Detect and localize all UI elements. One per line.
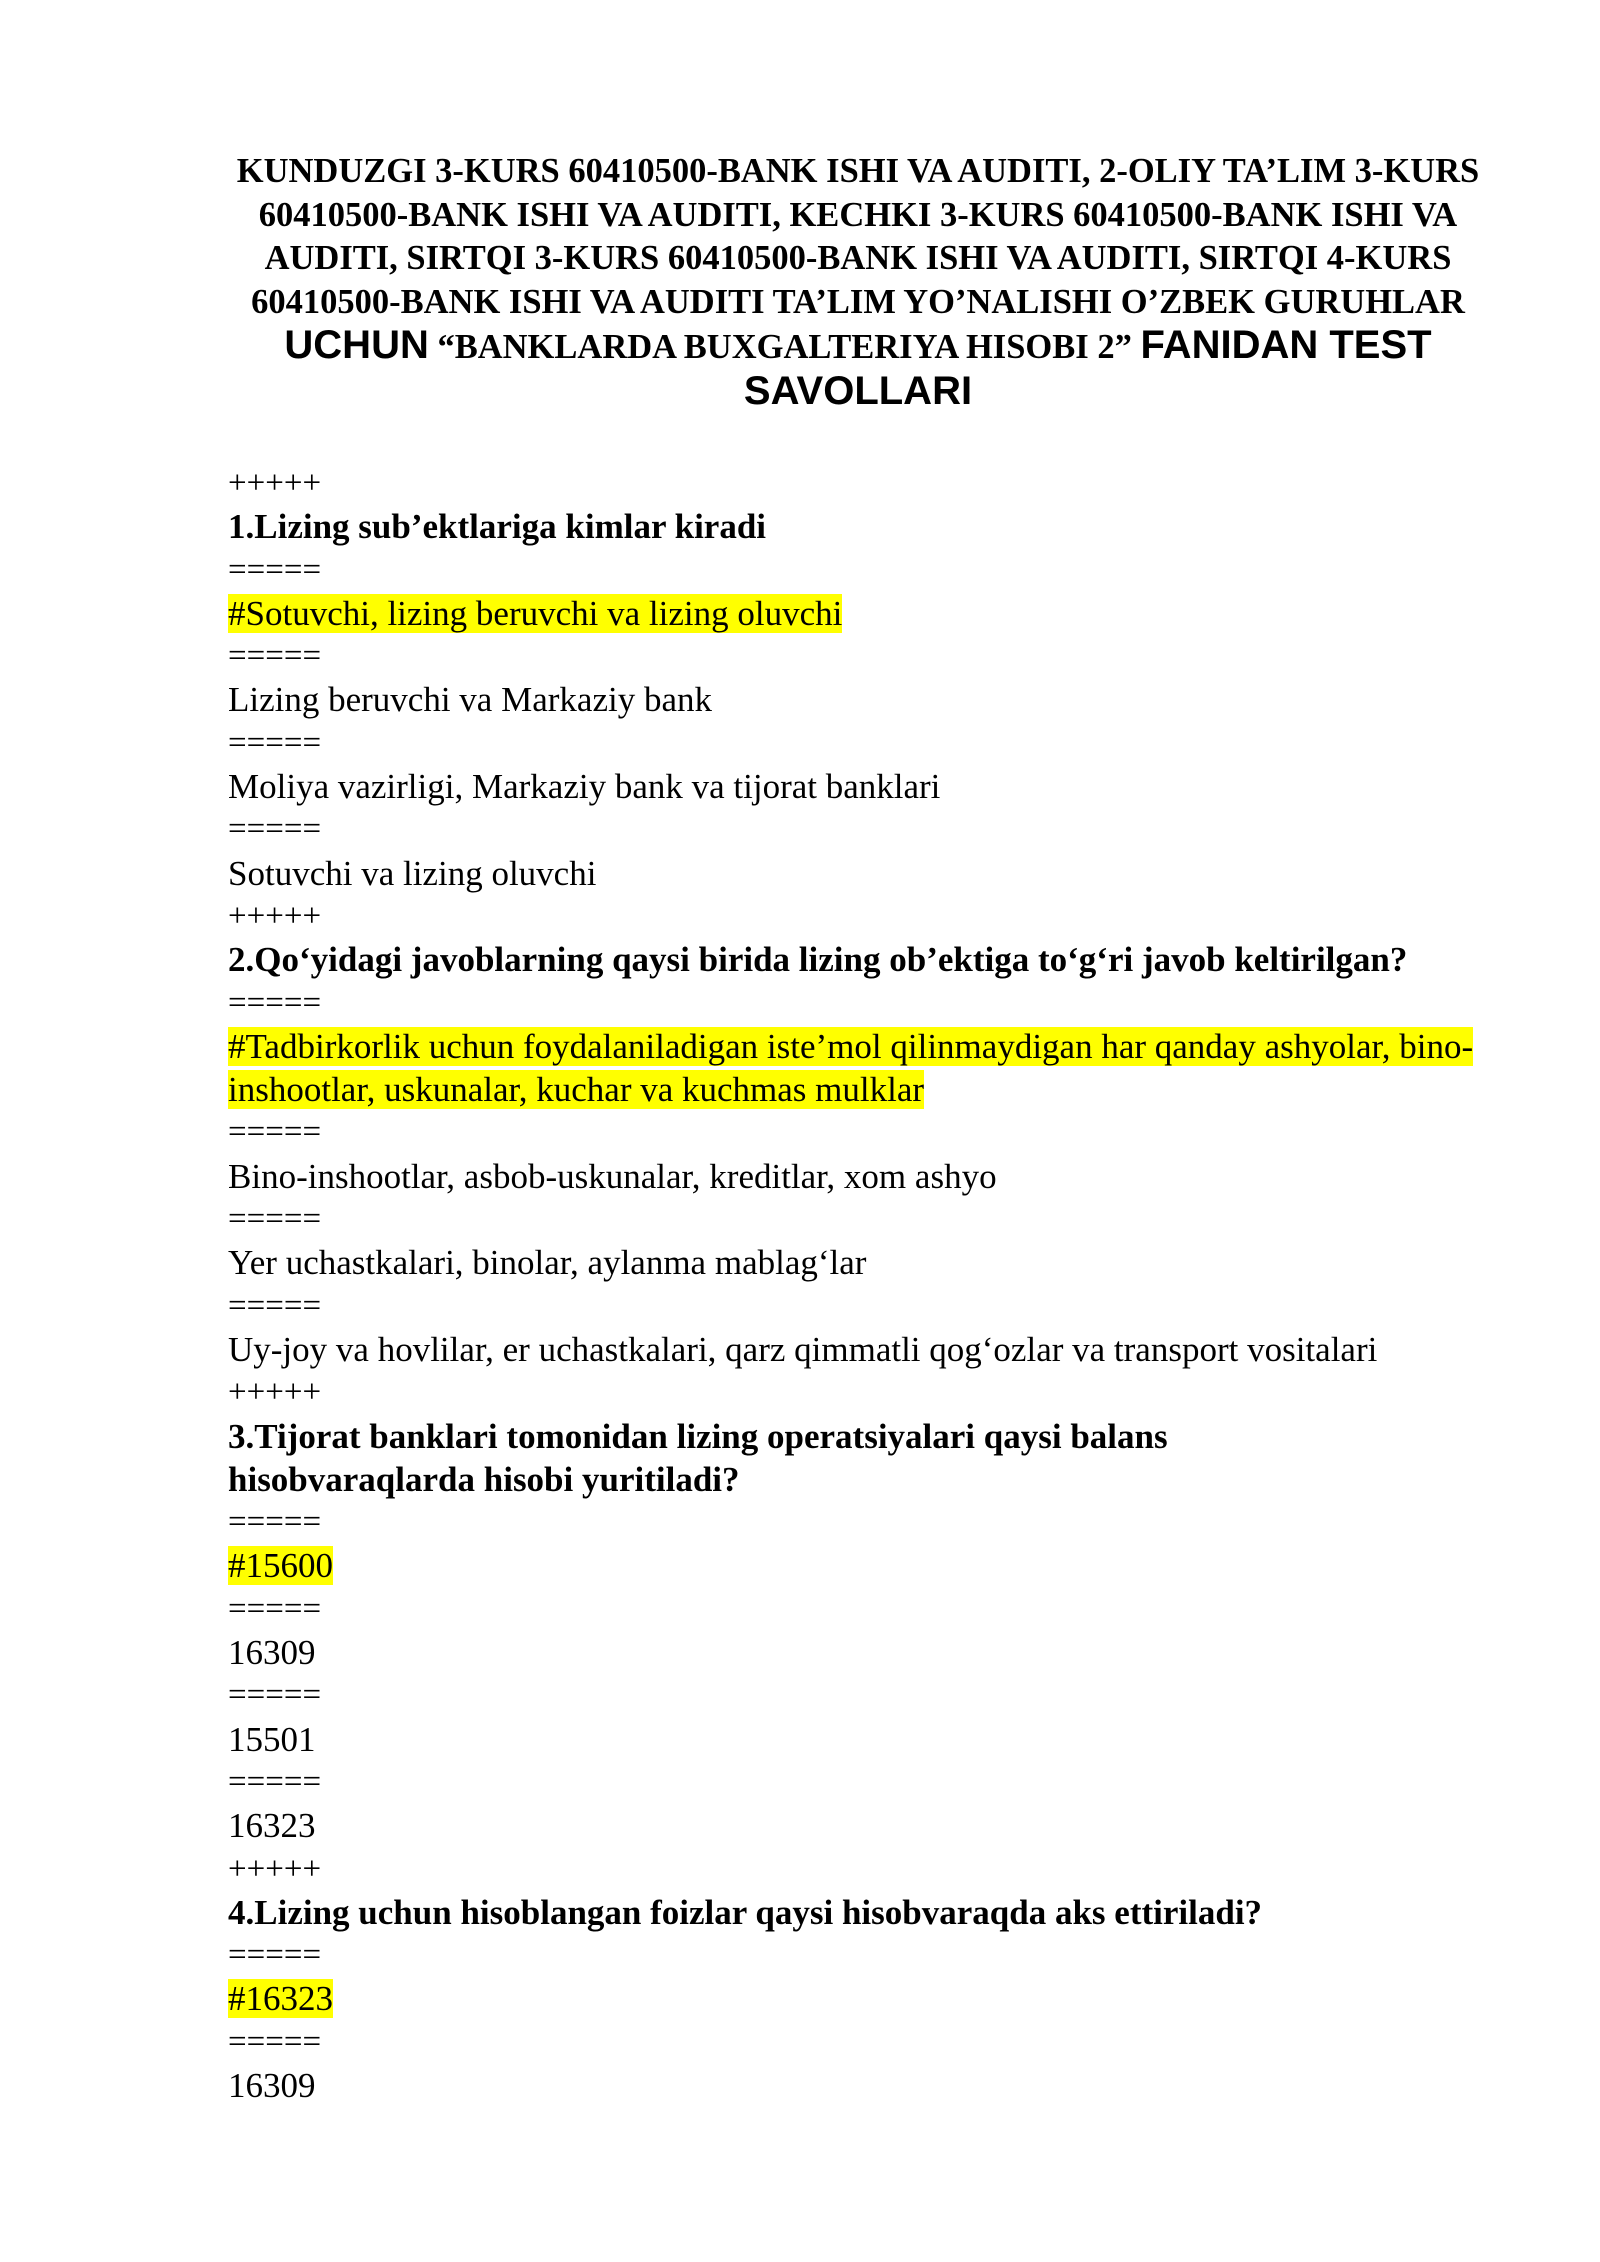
correct-answer-option: #Tadbirkorlik uchun foydalaniladigan iste’mol qilinmaydigan har qanday ashyolar, bino-inshootlar, uskunalar, kuchar va kuchmas mulklar (228, 1026, 1474, 1110)
document-title (228, 150, 1488, 415)
title-uchun: UCHUN (284, 323, 429, 367)
answer-option: 16309 (228, 1633, 316, 1673)
question-text: 3.Tijorat banklari tomonidan lizing operatsiyalari qaysi balans hisobvaraqlarda hisobi yuritiladi? (228, 1416, 1168, 1499)
question-list (228, 462, 1488, 2107)
title-suffix: FANIDAN TEST SAVOLLARI (743, 323, 1432, 413)
option-marker: ===== (228, 811, 322, 848)
option-marker: ===== (228, 2023, 322, 2060)
question-marker: +++++ (228, 1374, 322, 1411)
option-marker: ===== (228, 1114, 322, 1151)
question-marker: +++++ (228, 897, 322, 934)
title-main: KUNDUZGI 3-KURS 60410500-BANK ISHI VA AUDITI, 2-OLIY TA’LIM 3-KURS 60410500-BANK ISHI VA AUDITI, KECHKI 3-KURS 60410500-BANK ISHI VA AUDITI, SIRTQI 3-KURS 60410500-BANK ISHI VA AUDITI, SIRTQI 4-KURS 60410500-BANK ISHI VA AUDITI TA’LIM YO’NALISHI O’ZBEK GURUHLAR (236, 152, 1480, 321)
answer-option: Yer uchastkalari, binolar, aylanma mablag‘lar (228, 1243, 867, 1283)
question-marker: +++++ (228, 1850, 322, 1887)
correct-answer-option: #16323 (228, 1979, 333, 2019)
title-subject: “BANKLARDA BUXGALTERIYA HISOBI 2” (437, 328, 1132, 366)
answer-option: 15501 (228, 1719, 316, 1759)
answer-option: 16309 (228, 2065, 316, 2105)
correct-answer-option: #15600 (228, 1546, 333, 1586)
option-marker: ===== (228, 1763, 322, 1800)
option-marker: ===== (228, 1201, 322, 1238)
answer-option: Bino-inshootlar, asbob-uskunalar, kreditlar, xom ashyo (228, 1156, 997, 1196)
answer-option: Sotuvchi va lizing oluvchi (228, 853, 597, 893)
question-text: 4.Lizing uchun hisoblangan foizlar qaysi hisobvaraqda aks ettiriladi? (228, 1892, 1263, 1932)
answer-option: 16323 (228, 1806, 316, 1846)
question-text: 2.Qo‘yidagi javoblarning qaysi birida lizing ob’ektiga to‘g‘ri javob keltirilgan? (228, 940, 1408, 980)
correct-answer-option: #Sotuvchi, lizing beruvchi va lizing oluvchi (228, 593, 843, 633)
option-marker: ===== (228, 984, 322, 1021)
option-marker: ===== (228, 1677, 322, 1714)
answer-option: Uy-joy va hovlilar, er uchastkalari, qarz qimmatli qog‘ozlar va transport vositalari (228, 1329, 1378, 1369)
answer-option: Moliya vazirligi, Markaziy bank va tijorat banklari (228, 767, 941, 807)
option-marker: ===== (228, 1504, 322, 1541)
option-marker: ===== (228, 1937, 322, 1974)
option-marker: ===== (228, 1287, 322, 1324)
option-marker: ===== (228, 1590, 322, 1627)
option-marker: ===== (228, 551, 322, 588)
option-marker: ===== (228, 724, 322, 761)
answer-option: Lizing beruvchi va Markaziy bank (228, 680, 712, 720)
option-marker: ===== (228, 638, 322, 675)
question-text: 1.Lizing sub’ektlariga kimlar kiradi (228, 507, 767, 547)
question-marker: +++++ (228, 465, 322, 501)
